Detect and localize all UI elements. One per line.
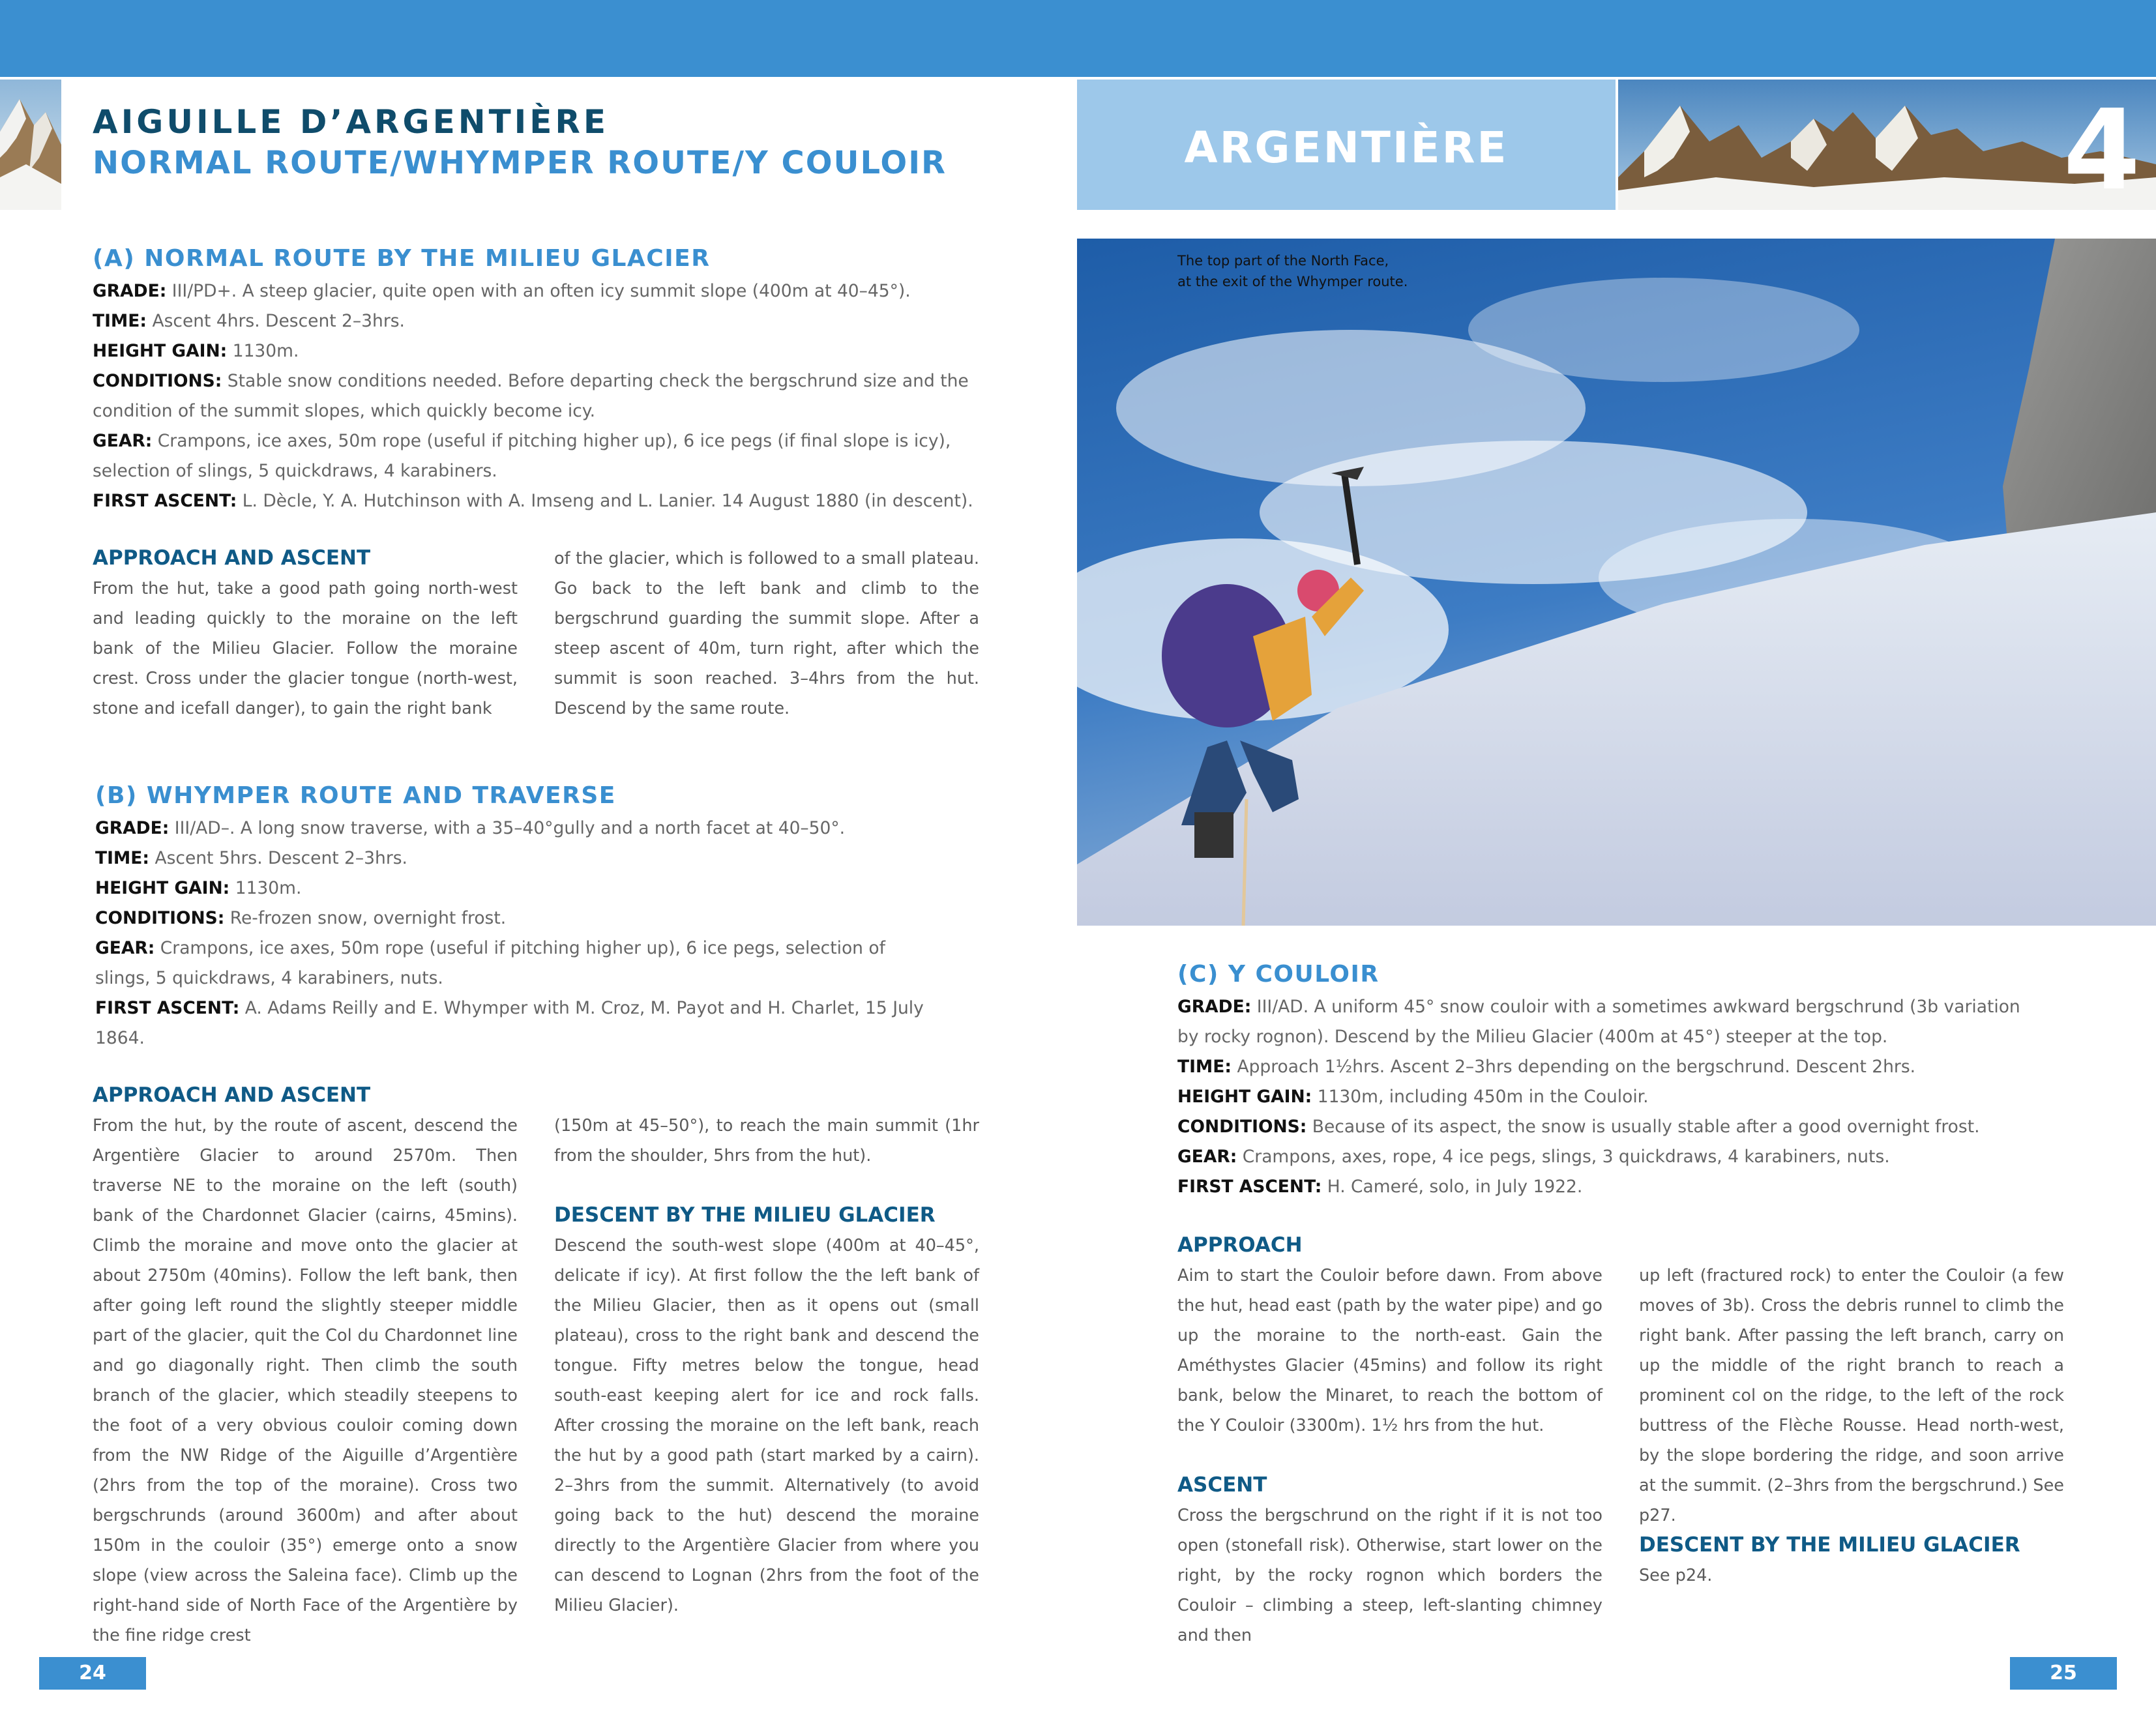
page-number-left: 24 — [39, 1657, 146, 1690]
section-a-approach-heading: APPROACH AND ASCENT — [93, 546, 371, 570]
section-c-ascent-heading: ASCENT — [1177, 1473, 1267, 1497]
section-b-descent-text: Descend the south-west slope (400m at 40–45°, delicate if icy). At first follow the the left bank of the Milieu Glacier, then as it opens out (small plateau), cross to the right bank and descend the tongue. Fifty metres below the tongue, head south-east keeping alert for ice and rock falls. After crossing the moraine on the left bank, reach the hut by a good path (start marked by a cairn). 2–3hrs from the summit. Alternatively (to avoid going back to the hut) descend the moraine directly to the Argentière Glacier from where you can descend to Lognan (2hrs from the foot of the Milieu Glacier). — [554, 1236, 979, 1615]
photo-caption: The top part of the North Face, at the exit of the Whymper route. — [1177, 253, 1408, 289]
section-a-heading: (A) NORMAL ROUTE BY THE MILIEU GLACIER — [93, 245, 711, 272]
page-number-right: 25 — [2010, 1657, 2117, 1690]
section-b-details — [95, 814, 943, 1053]
time-line: TIME: Ascent 4hrs. Descent 2–3hrs. — [93, 311, 405, 331]
first-ascent-line: FIRST ASCENT: H. Cameré, solo, in July 1922. — [1177, 1177, 1583, 1197]
section-b-approach-col1: From the hut, by the route of ascent, descend the Argentière Glacier to around 2570m. Then traverse NE to the moraine on the left (south) bank of the Chardonnet Glacier (cairns, 45mins). Climb the moraine and move onto the glacier at about 2750m (40mins). Follow the left bank, then after going left round the slightly steeper middle part of the glacier, quit the Col du Chardonnet line and go diagonally right. Then climb the south branch of the glacier, which steadily steepens to the foot of a very obvious couloir coming down from the NW Ridge of the Aiguille d’Argentière (2hrs from the top of the moraine). Cross two bergschrunds (around 3600m) and after about 150m in the couloir (35°) emerge onto a snow slope (view across the Saleina face). Climb up the right-hand side of North Face of the Argentière by the fine ridge crest — [93, 1116, 518, 1645]
chapter-title: ARGENTIÈRE — [1184, 123, 1509, 173]
section-c-descent-text: See p24. — [1639, 1566, 1713, 1585]
top-color-band — [0, 0, 2156, 77]
chapter-number: 4 — [2063, 86, 2140, 215]
section-c-descent-heading: DESCENT BY THE MILIEU GLACIER — [1639, 1533, 2020, 1557]
mountain-thumbnail-image — [0, 80, 61, 210]
first-ascent-line: FIRST ASCENT: A. Adams Reilly and E. Whymper with M. Croz, M. Payot and H. Charlet, 15 July 1864. — [95, 998, 924, 1048]
time-line: TIME: Approach 1½hrs. Ascent 2–3hrs depending on the bergschrund. Descent 2hrs. — [1177, 1057, 1916, 1077]
section-c-approach-heading: APPROACH — [1177, 1233, 1303, 1257]
gear-line: GEAR: Crampons, ice axes, 50m rope (useful if pitching higher up), 6 ice pegs, selection of slings, 5 quickdraws, 4 karabiners, nuts. — [95, 938, 885, 988]
height-gain-line: HEIGHT GAIN: 1130m, including 450m in the Couloir. — [1177, 1087, 1649, 1107]
climber-photo — [1077, 239, 2156, 926]
section-a-approach-col1: From the hut, take a good path going north-west and leading quickly to the moraine on the left bank of the Milieu Glacier. Follow the moraine crest. Cross under the glacier tongue (north-west, stone and icefall danger), to gain the right bank — [93, 579, 518, 718]
gear-line: GEAR: Crampons, axes, rope, 4 ice pegs, slings, 3 quickdraws, 4 karabiners, nuts. — [1177, 1147, 1890, 1167]
section-b-approach-heading: APPROACH AND ASCENT — [93, 1083, 371, 1107]
first-ascent-line: FIRST ASCENT: L. Dècle, Y. A. Hutchinson with A. Imseng and L. Lanier. 14 August 1880 (in descent). — [93, 491, 973, 511]
section-c-ascent-text: Cross the bergschrund on the right if it is not too open (stonefall risk). Otherwise, start lower on the right, by the rocky rognon which borders the Couloir – climbing a steep, left-slanting chimney and then — [1177, 1506, 1602, 1645]
section-c-approach-text: Aim to start the Couloir before dawn. From above the hut, head east (path by the water pipe) and go up the moraine to the north-east. Gain the Améthystes Glacier (45mins) and follow its right bank, below the Minaret, to reach the bottom of the Y Couloir (3300m). 1½ hrs from the hut. — [1177, 1266, 1602, 1435]
section-c-heading: (C) Y COULOIR — [1177, 961, 1380, 988]
section-c-details — [1177, 992, 2025, 1202]
section-b-approach-col2: (150m at 45–50°), to reach the main summit (1hr from the shoulder, 5hrs from the hut). — [554, 1116, 979, 1166]
time-line: TIME: Ascent 5hrs. Descent 2–3hrs. — [95, 848, 407, 868]
chapter-banner — [1077, 80, 1616, 210]
section-a-details — [93, 276, 986, 516]
grade-line: GRADE: III/PD+. A steep glacier, quite open with an often icy summit slope (400m at 40–45°). — [93, 281, 911, 301]
section-c-col2-text: up left (fractured rock) to enter the Couloir (a few moves of 3b). Cross the debris runnel to climb the right bank. After passing the left branch, carry on up the middle of the right branch to reach a prominent col on the ridge, to the left of the rock buttress of the Flèche Rousse. Head north-west, by the slope bordering the ridge, and soon arrive at the summit. (2–3hrs from the bergschrund.) See p27. — [1639, 1266, 2064, 1525]
height-gain-line: HEIGHT GAIN: 1130m. — [95, 878, 302, 898]
gear-line: GEAR: Crampons, ice axes, 50m rope (useful if pitching higher up), 6 ice pegs (if final slope is icy), selection of slings, 5 quickdraws, 4 karabiners. — [93, 431, 951, 481]
conditions-line: CONDITIONS: Re-frozen snow, overnight frost. — [95, 908, 507, 928]
conditions-line: CONDITIONS: Because of its aspect, the snow is usually stable after a good overnight frost. — [1177, 1117, 1980, 1137]
conditions-line: CONDITIONS: Stable snow conditions needed. Before departing check the bergschrund size and the condition of the summit slopes, which quickly become icy. — [93, 371, 969, 421]
section-a-approach-col2: of the glacier, which is followed to a small plateau. Go back to the left bank and climb to the bergschrund guarding the summit slope. After a steep ascent of 40m, turn right, after which the summit is soon reached. 3–4hrs from the hut. Descend by the same route. — [554, 549, 979, 718]
page-title: AIGUILLE D’ARGENTIÈRE — [93, 103, 610, 141]
height-gain-line: HEIGHT GAIN: 1130m. — [93, 341, 299, 361]
grade-line: GRADE: III/AD–. A long snow traverse, with a 35–40°gully and a north facet at 40–50°. — [95, 818, 846, 838]
page-subtitle: NORMAL ROUTE/WHYMPER ROUTE/Y COULOIR — [93, 145, 947, 181]
grade-line: GRADE: III/AD. A uniform 45° snow couloir with a sometimes awkward bergschrund (3b variation by rocky rognon). Descend by the Milieu Glacier (400m at 45°) steeper at the top. — [1177, 997, 2020, 1047]
section-b-heading: (B) WHYMPER ROUTE AND TRAVERSE — [95, 782, 616, 809]
section-b-descent-heading: DESCENT BY THE MILIEU GLACIER — [554, 1203, 936, 1227]
